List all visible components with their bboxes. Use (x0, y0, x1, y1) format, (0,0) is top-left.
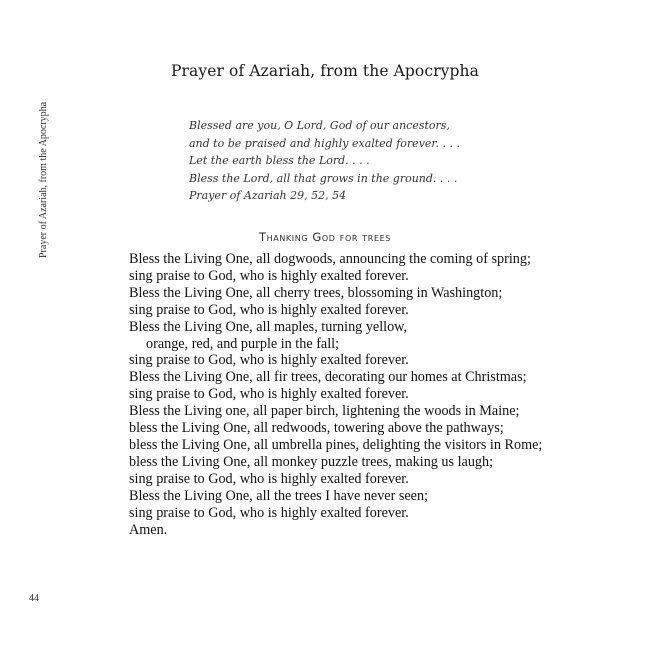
poem-line: bless the Living One, all redwoods, towering above the pathways; (129, 420, 504, 437)
poem-line: Bless the Living One, all dogwoods, announcing the coming of spring; (129, 251, 531, 267)
poem-line: Bless the Living one, all paper birch, lightening the woods in Maine; (129, 403, 520, 420)
poem (129, 251, 542, 538)
epigraph-line: Blessed are you, O Lord, God of our ancestors, (189, 119, 450, 132)
poem-line: Bless the Living One, all maples, turning yellow, (129, 318, 408, 335)
poem-line: sing praise to God, who is highly exalted forever. (129, 301, 409, 318)
poem-line: sing praise to God, who is highly exalted forever. (129, 352, 409, 369)
section-subtitle: Thanking God for trees (259, 230, 391, 244)
epigraph (189, 117, 460, 205)
poem-line: sing praise to God, who is highly exalted forever. (129, 504, 409, 521)
page-number: 44 (29, 593, 39, 604)
poem-line: bless the Living One, all umbrella pines, delighting the visitors in Rome; (129, 436, 543, 453)
poem-line: sing praise to God, who is highly exalted forever. (129, 267, 409, 284)
poem-line-amen: Amen. (129, 521, 168, 538)
poem-line: Bless the Living One, all the trees I have never seen; (129, 487, 429, 504)
epigraph-citation: Prayer of Azariah 29, 52, 54 (189, 189, 347, 203)
poem-line: sing praise to God, who is highly exalted forever. (129, 470, 409, 487)
poem-line: Bless the Living One, all cherry trees, blossoming in Washington; (129, 284, 503, 301)
poem-line: sing praise to God, who is highly exalted forever. (129, 386, 409, 403)
epigraph-line: Bless the Lord, all that grows in the ground. . . . (189, 171, 458, 185)
poem-line: Bless the Living One, all fir trees, decorating our homes at Christmas; (129, 369, 527, 386)
page-title: Prayer of Azariah, from the Apocrypha (171, 62, 479, 80)
epigraph-line: Let the earth bless the Lord. . . . (189, 154, 370, 168)
poem-line: bless the Living One, all monkey puzzle trees, making us laugh; (129, 453, 494, 470)
epigraph-line: and to be praised and highly exalted forever. . . . (189, 136, 460, 150)
running-head: Prayer of Azariah, from the Apocrypha (38, 101, 49, 258)
poem-line-indented: orange, red, and purple in the fall; (146, 335, 340, 352)
